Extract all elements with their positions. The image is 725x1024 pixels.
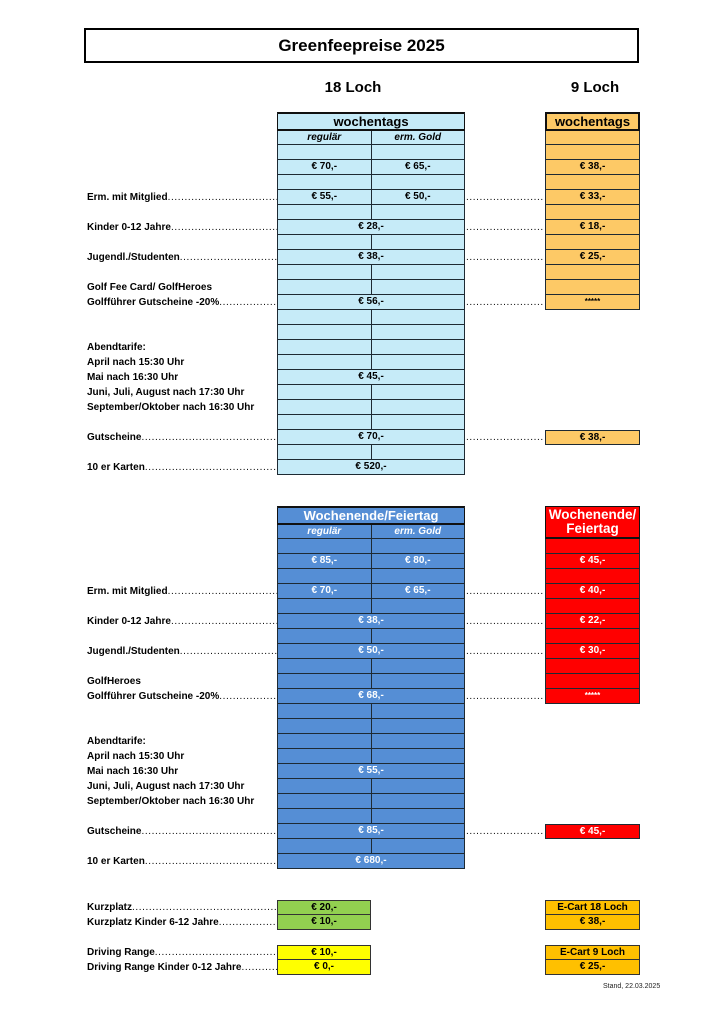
price-merged: € 55,- (358, 765, 384, 776)
price-regular (278, 415, 372, 429)
weekday-18-loch-header: wochentags (278, 114, 464, 131)
price-merged: € 68,- (358, 690, 384, 701)
price-erm-gold (372, 385, 465, 399)
row-label-text: Mai nach 16:30 Uhr (87, 766, 179, 777)
price-erm-gold (372, 235, 465, 249)
row-label (87, 280, 277, 295)
row-label (87, 190, 277, 205)
price-regular: € 85,- (278, 554, 372, 568)
9-loch-price (545, 629, 640, 644)
price-row (278, 355, 464, 370)
leader-dots (145, 854, 277, 869)
price-regular (278, 400, 372, 414)
price-merged: € 56,- (358, 296, 384, 307)
row-label-text: April nach 15:30 Uhr (87, 357, 185, 368)
price-row (278, 325, 464, 340)
leader-dots-to-9-loch (466, 644, 544, 659)
row-label-text: Erm. mit Mitglied (87, 586, 168, 597)
price-erm-gold (372, 340, 465, 354)
row-label (87, 689, 277, 704)
leader-dots-to-9-loch (466, 689, 544, 704)
leader-dots-to-9-loch (466, 584, 544, 599)
price-row (278, 250, 464, 265)
price-regular (278, 839, 372, 853)
leader-dots (141, 430, 277, 445)
price-row (278, 265, 464, 280)
price-regular (278, 235, 372, 249)
row-label-text: September/Oktober nach 16:30 Uhr (87, 796, 255, 807)
row-label-text: Golfführer Gutscheine -20% (87, 297, 220, 308)
title-box (84, 28, 639, 63)
row-label-text: Erm. mit Mitglied (87, 192, 168, 203)
driving-range-price: € 0,- (277, 960, 371, 975)
price-row (278, 235, 464, 250)
row-label-text: GolfHeroes (87, 676, 141, 687)
row-label (87, 794, 277, 809)
price-merged: € 45,- (358, 371, 384, 382)
price-erm-gold (372, 809, 465, 823)
row-label-text: 10 er Karten (87, 462, 145, 473)
subheader-erm-gold: erm. Gold (394, 132, 442, 143)
row-label (87, 385, 277, 400)
price-regular (278, 175, 372, 189)
price-regular (278, 340, 372, 354)
row-label-text: Jugendl./Studenten (87, 252, 180, 263)
price-row (278, 539, 464, 554)
leader-dots-to-9-loch (466, 824, 544, 839)
9-loch-price: € 40,- (545, 584, 640, 599)
price-erm-gold (372, 659, 465, 673)
e-cart-9-loch-title: E-Cart 9 Loch (545, 945, 640, 960)
price-regular (278, 599, 372, 613)
price-regular (278, 355, 372, 369)
9-loch-price (545, 205, 640, 220)
price-row (278, 145, 464, 160)
column-subheader (278, 131, 464, 145)
price-erm-gold (372, 704, 465, 718)
price-erm-gold (372, 280, 465, 294)
price-regular (278, 265, 372, 279)
row-label-text: Abendtarife: (87, 736, 146, 747)
leader-dots-to-9-loch (466, 295, 544, 310)
weekend-section (0, 506, 725, 886)
row-label (87, 220, 277, 235)
kurzplatz-label (87, 915, 277, 930)
price-regular (278, 809, 372, 823)
9-loch-price (545, 659, 640, 674)
price-row (278, 415, 464, 430)
kurzplatz-label-text: Kurzplatz Kinder 6-12 Jahre (87, 917, 219, 928)
9-loch-price (545, 539, 640, 554)
price-regular: € 70,- (278, 160, 372, 174)
leader-dots (145, 460, 277, 475)
row-label (87, 779, 277, 794)
price-erm-gold (372, 415, 465, 429)
leader-dots (219, 915, 277, 930)
driving-range-label (87, 945, 277, 960)
price-row (278, 400, 464, 415)
row-label-text: Gutscheine (87, 432, 142, 443)
9-loch-price (545, 599, 640, 614)
row-label (87, 355, 277, 370)
9-loch-price (545, 280, 640, 295)
9-loch-price: ***** (545, 295, 640, 310)
price-row (278, 779, 464, 794)
price-merged: € 28,- (358, 221, 384, 232)
row-label-text: Mai nach 16:30 Uhr (87, 372, 179, 383)
row-label (87, 430, 277, 445)
price-erm-gold (372, 145, 465, 159)
price-merged: € 680,- (355, 855, 387, 866)
row-label-text: Gutscheine (87, 826, 142, 837)
kurzplatz-label-text: Kurzplatz (87, 902, 132, 913)
price-row (278, 659, 464, 674)
leader-dots-to-9-loch (466, 430, 544, 445)
row-label (87, 854, 277, 869)
price-erm-gold: € 65,- (404, 585, 431, 596)
price-regular (278, 205, 372, 219)
price-regular (278, 445, 372, 459)
price-row (278, 340, 464, 355)
price-regular (278, 569, 372, 583)
leader-dots (155, 945, 277, 960)
price-erm-gold (372, 779, 465, 793)
row-label (87, 749, 277, 764)
row-label-text: Abendtarife: (87, 342, 146, 353)
header-line: Wochenende/ (548, 507, 637, 522)
row-label (87, 644, 277, 659)
price-row (278, 385, 464, 400)
subheader-erm-gold: erm. Gold (394, 526, 442, 537)
row-label-text: September/Oktober nach 16:30 Uhr (87, 402, 255, 413)
price-row (278, 160, 464, 175)
driving-range-label-text: Driving Range Kinder 0-12 Jahre (87, 962, 242, 973)
weekend-18-loch-table (277, 506, 465, 869)
row-label (87, 734, 277, 749)
9-loch-price (545, 175, 640, 190)
price-row (278, 190, 464, 205)
row-label-text: Jugendl./Studenten (87, 646, 180, 657)
weekend-9-loch-header (545, 506, 640, 539)
price-row (278, 794, 464, 809)
price-regular (278, 539, 372, 553)
price-row (278, 674, 464, 689)
price-erm-gold (372, 599, 465, 613)
9-loch-price: € 38,- (545, 160, 640, 175)
price-merged: € 520,- (355, 461, 387, 472)
9-loch-price: € 33,- (545, 190, 640, 205)
9-loch-price: ***** (545, 689, 640, 704)
subheader-regular: regulär (278, 525, 372, 538)
stand-date: Stand, 22.03.2025 (603, 983, 661, 990)
page-title: Greenfeepreise 2025 (278, 35, 445, 55)
weekday-section (0, 112, 725, 492)
price-row (278, 175, 464, 190)
price-row (278, 614, 464, 629)
price-row (278, 460, 464, 475)
row-label (87, 250, 277, 265)
leader-dots (242, 960, 278, 975)
price-erm-gold (372, 445, 465, 459)
price-erm-gold (372, 674, 465, 688)
price-regular (278, 659, 372, 673)
row-label (87, 370, 277, 385)
price-merged: € 38,- (358, 251, 384, 262)
leader-dots (171, 220, 277, 235)
row-label (87, 340, 277, 355)
leader-dots (219, 689, 277, 704)
price-row (278, 295, 464, 310)
price-erm-gold (372, 175, 465, 189)
price-erm-gold (372, 749, 465, 763)
price-erm-gold (372, 794, 465, 808)
leader-dots (171, 614, 277, 629)
price-regular (278, 145, 372, 159)
price-erm-gold (372, 400, 465, 414)
row-label (87, 764, 277, 779)
weekday-9-loch-header (545, 112, 640, 131)
kurzplatz-price: € 10,- (277, 915, 371, 930)
price-erm-gold (372, 355, 465, 369)
price-row (278, 644, 464, 659)
leader-dots (141, 824, 277, 839)
price-regular (278, 749, 372, 763)
column-subheader (278, 525, 464, 539)
price-erm-gold (372, 569, 465, 583)
9-loch-price (545, 674, 640, 689)
e-cart-9-loch-price: € 25,- (545, 960, 640, 975)
9-loch-subheader-cell (545, 131, 640, 145)
price-row (278, 854, 464, 869)
row-label (87, 295, 277, 310)
subheader-regular: regulär (278, 131, 372, 144)
driving-range-price: € 10,- (277, 945, 371, 960)
price-row (278, 554, 464, 569)
price-row (278, 734, 464, 749)
price-regular: € 70,- (278, 584, 372, 598)
price-row (278, 704, 464, 719)
leader-dots (132, 900, 277, 915)
row-label-text: Juni, Juli, August nach 17:30 Uhr (87, 781, 245, 792)
price-regular (278, 779, 372, 793)
price-row (278, 749, 464, 764)
e-cart-18-loch-price: € 38,- (545, 915, 640, 930)
weekend-18-loch-header: Wochenende/Feiertag (278, 508, 464, 525)
price-merged: € 70,- (358, 431, 384, 442)
price-row (278, 764, 464, 779)
row-label-text: Kinder 0-12 Jahre (87, 222, 171, 233)
e-cart-18-loch-title: E-Cart 18 Loch (545, 900, 640, 915)
price-row (278, 824, 464, 839)
leader-dots-to-9-loch (466, 220, 544, 235)
price-row (278, 629, 464, 644)
price-row (278, 280, 464, 295)
row-label (87, 584, 277, 599)
row-label-text: Golfführer Gutscheine -20% (87, 691, 220, 702)
price-row (278, 205, 464, 220)
row-label (87, 614, 277, 629)
row-label (87, 824, 277, 839)
price-merged: € 50,- (358, 645, 384, 656)
row-label-text: 10 er Karten (87, 856, 145, 867)
price-row (278, 370, 464, 385)
price-regular (278, 794, 372, 808)
price-erm-gold (372, 325, 465, 339)
price-row (278, 719, 464, 734)
leader-dots-to-9-loch (466, 614, 544, 629)
price-erm-gold (372, 310, 465, 324)
price-regular (278, 674, 372, 688)
price-regular (278, 704, 372, 718)
price-erm-gold (372, 719, 465, 733)
9-loch-price: € 45,- (545, 554, 640, 569)
kurzplatz-price: € 20,- (277, 900, 371, 915)
price-regular (278, 385, 372, 399)
price-erm-gold (372, 205, 465, 219)
price-merged: € 85,- (358, 825, 384, 836)
driving-range-label (87, 960, 277, 975)
9-loch-price (545, 145, 640, 160)
price-row (278, 584, 464, 599)
row-label-text: April nach 15:30 Uhr (87, 751, 185, 762)
price-erm-gold (372, 265, 465, 279)
price-regular (278, 310, 372, 324)
9-loch-price: € 30,- (545, 644, 640, 659)
price-erm-gold (372, 734, 465, 748)
price-row (278, 220, 464, 235)
price-merged: € 38,- (358, 615, 384, 626)
weekday-18-loch-table (277, 112, 465, 475)
header-line: wochentags (554, 114, 631, 129)
9-loch-price (545, 569, 640, 584)
leader-dots-to-9-loch (466, 250, 544, 265)
row-label (87, 400, 277, 415)
price-regular (278, 280, 372, 294)
leader-dots (168, 584, 277, 599)
leader-dots (180, 644, 277, 659)
leader-dots (168, 190, 277, 205)
price-regular (278, 719, 372, 733)
price-regular (278, 629, 372, 643)
driving-range-label-text: Driving Range (87, 947, 155, 958)
price-regular: € 55,- (278, 190, 372, 204)
heading-9-loch: 9 Loch (570, 79, 620, 96)
row-label-text: Kinder 0-12 Jahre (87, 616, 171, 627)
price-erm-gold (372, 629, 465, 643)
heading-18-loch: 18 Loch (324, 79, 382, 96)
leader-dots (219, 295, 277, 310)
row-label-text: Golf Fee Card/ GolfHeroes (87, 282, 213, 293)
9-loch-price (545, 265, 640, 280)
row-label (87, 674, 277, 689)
row-label-text: Juni, Juli, August nach 17:30 Uhr (87, 387, 245, 398)
price-regular (278, 325, 372, 339)
header-line: Feiertag (566, 521, 619, 536)
row-label (87, 460, 277, 475)
price-row (278, 445, 464, 460)
price-row (278, 599, 464, 614)
leader-dots-to-9-loch (466, 190, 544, 205)
price-erm-gold: € 80,- (404, 555, 431, 566)
9-loch-price: € 45,- (545, 824, 640, 839)
price-row (278, 839, 464, 854)
9-loch-price: € 25,- (545, 250, 640, 265)
price-row (278, 689, 464, 704)
9-loch-price: € 38,- (545, 430, 640, 445)
leader-dots (180, 250, 277, 265)
price-regular (278, 734, 372, 748)
9-loch-price (545, 235, 640, 250)
price-erm-gold: € 50,- (404, 191, 431, 202)
9-loch-price: € 18,- (545, 220, 640, 235)
price-erm-gold: € 65,- (404, 161, 431, 172)
9-loch-price: € 22,- (545, 614, 640, 629)
kurzplatz-label (87, 900, 277, 915)
price-erm-gold (372, 839, 465, 853)
price-erm-gold (372, 539, 465, 553)
price-row (278, 430, 464, 445)
price-row (278, 809, 464, 824)
price-row (278, 569, 464, 584)
price-row (278, 310, 464, 325)
